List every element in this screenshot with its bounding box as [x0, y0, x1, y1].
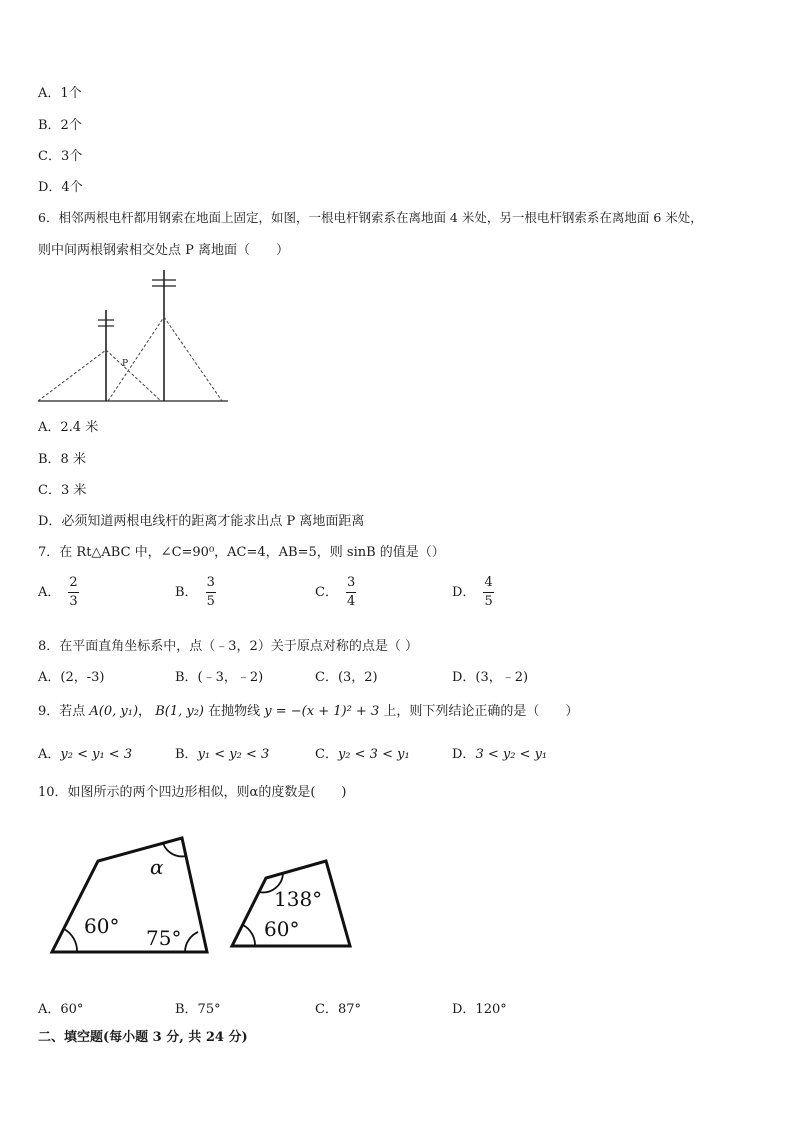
q6-pole-figure: [30, 262, 240, 408]
q6-text-line1: 6．相邻两根电杆都用钢索在地面上固定，如图，一根电杆钢索系在离地面 4 米处，另一根电杆钢索系在离地面 6 米处，: [38, 210, 703, 225]
prev-option-b: B．2个: [38, 118, 82, 133]
q6-option-a: A．2.4 米: [38, 420, 99, 435]
q9-equation: y = −(x + 1)² + 3: [264, 704, 380, 719]
q10-options: [38, 998, 738, 1018]
right-60-label: 60°: [264, 917, 300, 941]
q10-left-quadrilateral: [40, 826, 220, 960]
alpha-label: α: [150, 855, 164, 879]
q7-option-a: A． $\frac{2}{3}$: [38, 575, 78, 609]
q9-option-c: C．y₂ < 3 < y₁: [315, 747, 410, 762]
right-138-label: 138°: [274, 887, 323, 911]
q10-option-a: A．60°: [38, 1002, 84, 1017]
section2-title: 二、填空题(每小题 3 分, 共 24 分): [38, 1030, 248, 1045]
q9-text: 9．若点 A(0, y₁)， B(1, y₂) 在抛物线 y = −(x + 1)² + 3 上，则下列结论正确的是（ ）: [38, 704, 579, 719]
q7-option-c: C． $\frac{3}{4}$: [315, 575, 356, 609]
q6-option-d: D．必须知道两根电线杆的距离才能求出点 P 离地面距离: [38, 514, 365, 529]
q10-option-d: D．120°: [452, 1002, 507, 1017]
left-60-label: 60°: [84, 914, 120, 938]
prev-option-a: A．1个: [38, 86, 82, 101]
q10-right-quadrilateral: [226, 856, 358, 956]
q9-point-b: B(1, y₂): [155, 704, 204, 719]
q6-option-c: C．3 米: [38, 483, 87, 498]
q8-option-d: D．(3，﹣2): [452, 670, 529, 685]
q8-text: 8．在平面直角坐标系中，点（﹣3，2）关于原点对称的点是（ ）: [38, 639, 418, 654]
q7-text: 7．在 Rt△ABC 中，∠C=90⁰，AC=4，AB=5，则 sinB 的值是（）: [38, 545, 445, 560]
left-75-label: 75°: [146, 926, 182, 950]
q10-text: 10．如图所示的两个四边形相似，则α的度数是( ): [38, 785, 347, 800]
prev-option-c: C．3个: [38, 149, 83, 164]
q7-option-b: B． $\frac{3}{5}$: [175, 575, 215, 609]
q10-option-b: B．75°: [175, 1002, 221, 1017]
q8-options: [38, 666, 738, 686]
q8-option-b: B．(﹣3，﹣2): [175, 670, 264, 685]
q6-option-b: B．8 米: [38, 452, 86, 467]
q9-option-d: D．3 < y₂ < y₁: [452, 747, 548, 762]
q9-option-b: B．y₁ < y₂ < 3: [175, 747, 270, 762]
q9-options: [38, 743, 738, 763]
q8-option-c: C．(3，2): [315, 670, 378, 685]
q6-text-line2: 则中间两根钢索相交处点 P 离地面（ ）: [38, 243, 290, 258]
q9-option-a: A．y₂ < y₁ < 3: [38, 747, 133, 762]
q10-option-c: C．87°: [315, 1002, 361, 1017]
q8-option-a: A．(2，-3): [38, 670, 105, 685]
q7-option-d: D． $\frac{4}{5}$: [452, 575, 493, 609]
q9-point-a: A(0, y₁): [89, 704, 139, 719]
point-p-label: P: [122, 359, 129, 369]
prev-option-d: D．4个: [38, 180, 83, 195]
q7-options: [38, 576, 738, 616]
